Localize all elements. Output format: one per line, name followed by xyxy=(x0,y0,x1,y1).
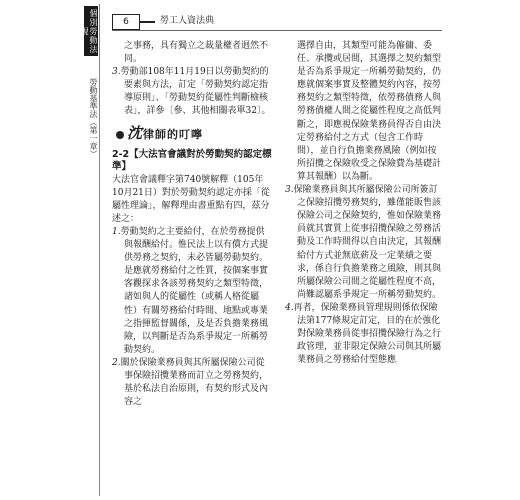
book-title: 勞工人資法典 xyxy=(160,16,215,26)
list-number: 4. xyxy=(285,302,294,313)
right-column xyxy=(285,40,443,367)
lawyer-tip-heading xyxy=(116,125,272,143)
list-item xyxy=(285,302,443,367)
side-chapter-title: 勞動基準法（第一章） xyxy=(89,78,98,158)
list-text: 關於保險業務員與其所屬保險公司從事保險招攬業務而訂立之勞務契約，基於私法自治原則，有契約形式及內容之 xyxy=(120,357,269,408)
list-text: 勞動部108年11月19日以勞動契約的要素與方法，訂定「勞動契約認定指導原則」、「勞動契約從屬性判斷檢核表」，詳參〔參、其他相關表單32〕。 xyxy=(120,67,271,117)
list-item xyxy=(112,357,272,409)
chapter-tab: 個別勞動法規 xyxy=(84,6,98,56)
list-number: 3. xyxy=(112,67,121,78)
list-text: 保險業務員與其所屬保險公司所簽訂之保險招攬勞務契約，雖僅能販售該保險公司之保險契約，惟如保險業務員就其實質上從事招攬保險之勞務活動及工作時間得以自由決定，其報酬給付方式並無底薪及一定業績之要求，係自行負擔業務之風險，則其與所屬保險公司間之從屬性程度不高，尚難認屬系爭規定一所稱勞動契約。 xyxy=(293,185,442,300)
section-title: 2-2【大法官會議對於勞動契約認定標準】 xyxy=(112,148,272,173)
bullet-icon xyxy=(116,131,124,139)
header-dash xyxy=(139,21,155,23)
list-item xyxy=(112,66,272,118)
paragraph: 選擇自由，其類型可能為僱傭、委任、承攬或居間，其選擇之契約類型是否為系爭規定一所稱勞動契約，仍應就個案事實及整體契約內容，按勞務契約之類型特徵，依勞務債務人與勞務債權人間之從屬性程度之高低判斷之，即應視保險業務員得否自由決定勞務給付之方式（包含工作時間），並自行負擔業務風險（例如按所招攬之保險收受之保險費為基礎計算其報酬）以為斷。 xyxy=(297,41,442,182)
list-text: 再者，保險業務員管理規則係依保險法第177條規定訂定，目的在於強化對保險業務員從事招攬保險行為之行政管理，並非限定保險公司與其所屬業務員之勞務給付型態應 xyxy=(293,302,442,366)
list-number: 3. xyxy=(285,185,294,196)
paragraph: 大法官會議釋字第740號解釋（105年10月21日）對於勞動契約認定亦採「從屬性理論」，解釋理由書重點有四，茲分述之： xyxy=(112,174,270,224)
list-text: 勞動契約之主要給付，在於勞務提供與報酬給付。惟民法上以有償方式提供勞務之契約，未必皆屬勞動契約。是應就勞務給付之性質，按個案事實客觀探求各該勞務契約之類型特徵，諸如與人的從屬性（或稱人格從屬性）有關勞務給付時間、地點或專業之指揮監督關係，及是否負擔業務風險，以判斷是否為系爭規定一所稱勞動契約。 xyxy=(120,226,269,355)
list-item xyxy=(285,184,443,302)
paragraph: 之事務，具有獨立之裁量權者迥然不同。 xyxy=(124,41,269,65)
page-number: 6 xyxy=(112,14,140,30)
left-column xyxy=(112,40,272,409)
list-item xyxy=(112,226,272,357)
tip-label: 律師的叮嚀 xyxy=(143,127,204,141)
header-rule xyxy=(112,30,442,31)
page-header xyxy=(112,14,442,30)
list-number: 1. xyxy=(112,226,121,237)
side-divider xyxy=(99,4,100,496)
list-number: 2. xyxy=(112,357,121,368)
tip-big-char: 沈 xyxy=(127,123,144,142)
